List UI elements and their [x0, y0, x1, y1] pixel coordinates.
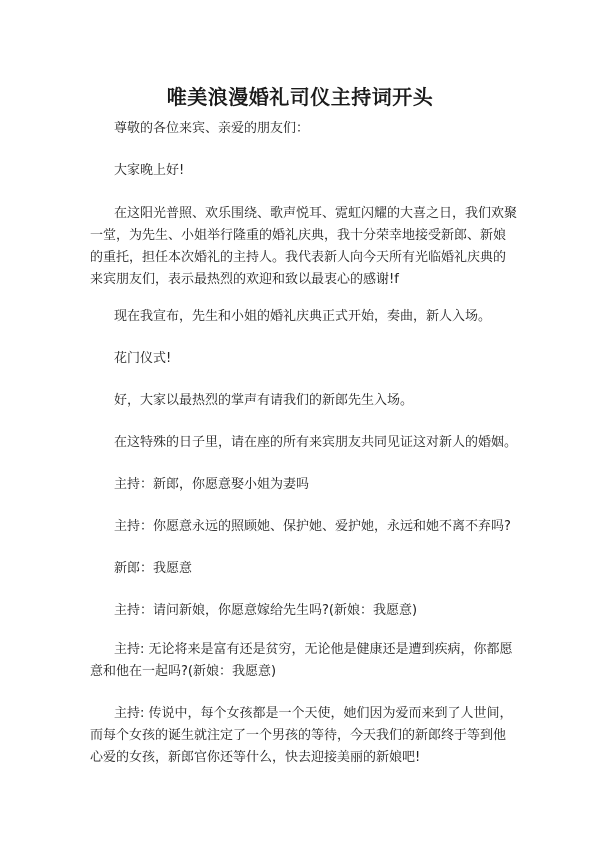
paragraph-witness: 在这特殊的日子里，请在座的所有来宾朋友共同见证这对新人的婚姻。 — [114, 435, 518, 450]
paragraph-legend: 主持: 传说中，每个女孩都是一个天使，她们因为爱而来到了人世间，而每个女孩的诞生就注定了一个男孩的等待，今天我们的新郎终于等到他心爱的女孩，新郎官你还等什么，快去迎接美丽的新娘吧! — [90, 706, 513, 765]
paragraph-opening: 在这阳光普照、欢乐围绕、歌声悦耳、霓虹闪耀的大喜之日，我们欢聚一堂，为先生、小姐举行隆重的婚礼庆典，我十分荣幸地接受新郎、新娘的重托，担任本次婚礼的主持人。我代表新人向今天所有光临婚礼庆典的来宾朋友们，表示最热烈的欢迎和致以最衷心的感谢!f — [90, 206, 518, 287]
paragraph-host-question-3: 主持：请问新娘，你愿意嫁给先生吗?(新娘：我愿意) — [114, 603, 418, 618]
paragraph-groom-answer: 新郎：我愿意 — [114, 561, 193, 576]
paragraph-groom-entrance: 好，大家以最热烈的掌声有请我们的新郎先生入场。 — [114, 393, 414, 408]
paragraph-host-question-4: 主持: 无论将来是富有还是贫穷，无论他是健康还是遭到疾病，你都愿意和他在一起吗?(新娘：我愿意) — [90, 642, 513, 679]
document-title: 唯美浪漫婚礼司仪主持词开头 — [166, 85, 434, 109]
paragraph-host-question-1: 主持：新郎，你愿意娶小姐为妻吗 — [114, 477, 310, 492]
paragraph-announcement: 现在我宣布，先生和小姐的婚礼庆典正式开始，奏曲，新人入场。 — [114, 309, 492, 324]
paragraph-greeting: 尊敬的各位来宾、亲爱的朋友们： — [114, 121, 310, 136]
paragraph-good-evening: 大家晚上好! — [114, 163, 185, 178]
paragraph-host-question-2: 主持：你愿意永远的照顾她、保护她、爱护她，永远和她不离不弃吗? — [114, 519, 511, 534]
paragraph-flower-gate: 花门仪式! — [114, 351, 172, 366]
